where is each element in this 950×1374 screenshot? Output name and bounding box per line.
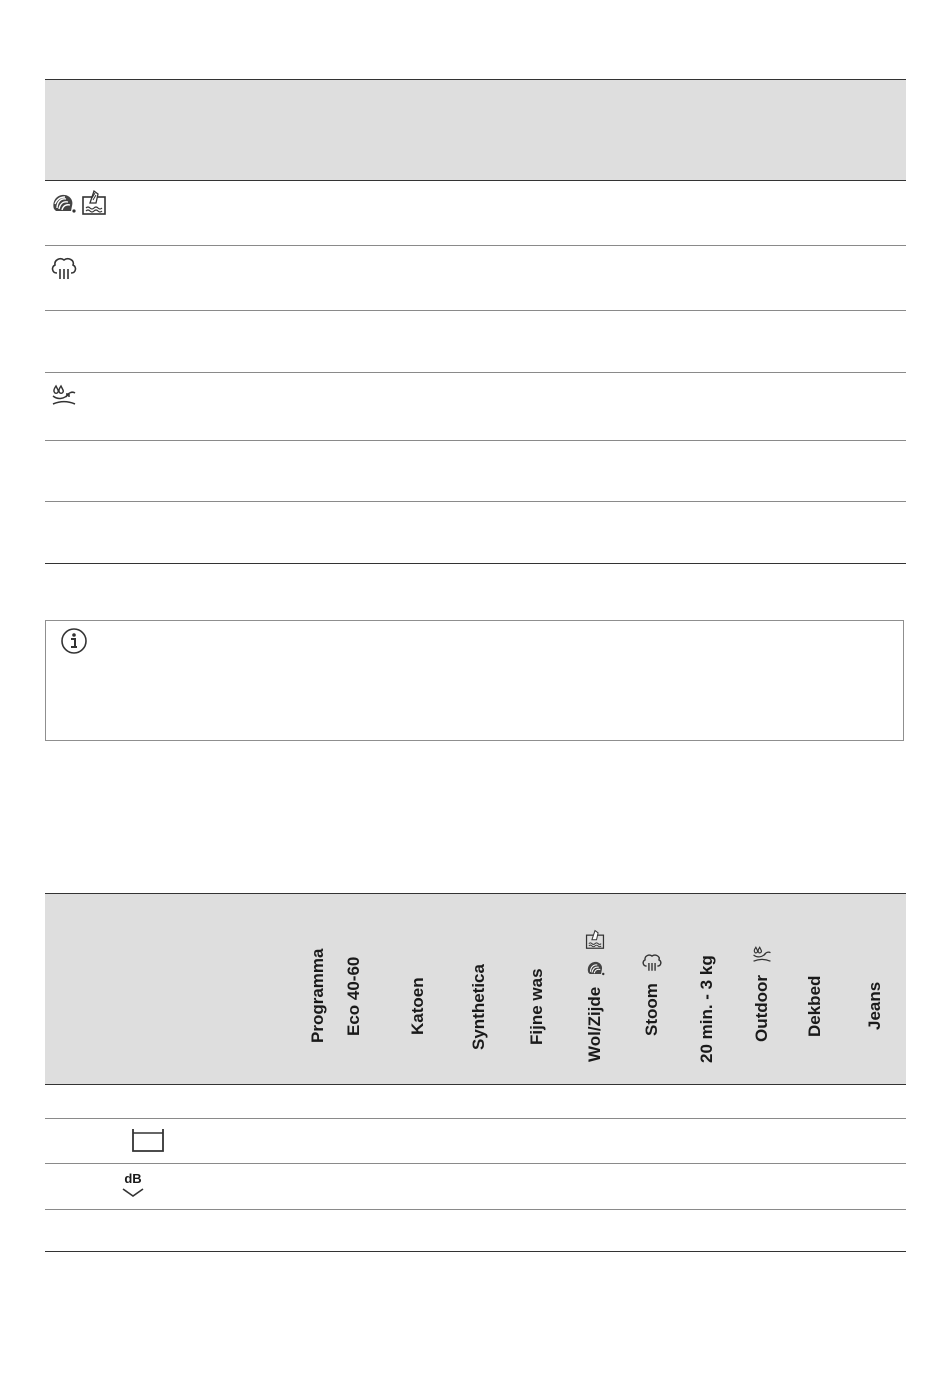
header-dekbed: [804, 976, 825, 1037]
header-wol-zijde: [584, 929, 606, 1062]
header-eco-label: Eco 40-60: [343, 956, 363, 1036]
table-2-rule: [45, 1084, 906, 1085]
header-synthetica: [468, 964, 489, 1050]
header-programma-label: Programma: [307, 948, 327, 1043]
steam-icon: [50, 256, 78, 287]
header-synthetica-label: Synthetica: [468, 964, 488, 1050]
db-silent-icon: [120, 1172, 146, 1203]
header-stoom-label: Stoom: [641, 983, 661, 1036]
table-1-header: [45, 80, 906, 180]
header-20-min-label: 20 min. - 3 kg: [696, 955, 716, 1063]
header-eco-40-60: [343, 957, 364, 1036]
wool-ball-icon: [585, 959, 605, 977]
steam-icon: [641, 953, 663, 973]
table-1-bottom-rule: [45, 563, 906, 564]
handwash-basin-icon: [585, 928, 605, 950]
info-box: [45, 620, 904, 741]
table-2-bottom-rule: [45, 1251, 906, 1252]
table-1-rule: [45, 245, 906, 246]
table-1-rule: [45, 440, 906, 441]
header-jeans: [864, 982, 885, 1030]
outdoor-water-icon: [751, 945, 773, 965]
table-2-rule: [45, 1209, 906, 1210]
header-katoen: [407, 977, 428, 1035]
header-outdoor-label: Outdoor: [751, 974, 771, 1042]
header-fijne-was-label: Fijne was: [526, 968, 546, 1045]
header-katoen-label: Katoen: [407, 977, 427, 1035]
table-2-rule: [45, 1163, 906, 1164]
table-1-rule: [45, 310, 906, 311]
header-jeans-label: Jeans: [864, 981, 884, 1030]
info-circle-icon: [60, 627, 88, 660]
handwash-basin-icon: [81, 188, 107, 221]
header-dekbed-label: Dekbed: [804, 975, 824, 1037]
header-programma: [307, 949, 328, 1043]
outdoor-water-icon: [50, 383, 78, 414]
table-1-rule: [45, 180, 906, 181]
header-outdoor: [751, 944, 772, 1042]
table-1-rule: [45, 501, 906, 502]
header-wol-zijde-label: Wol/Zijde: [585, 986, 604, 1062]
header-stoom: [641, 952, 662, 1036]
tub-icon: [131, 1127, 165, 1158]
wool-ball-icon: [50, 191, 76, 220]
header-fijne-was: [526, 968, 547, 1045]
header-20-min-3-kg: [696, 955, 717, 1063]
db-label: dB: [124, 1171, 142, 1186]
table-2-rule: [45, 1118, 906, 1119]
table-1-rule: [45, 372, 906, 373]
